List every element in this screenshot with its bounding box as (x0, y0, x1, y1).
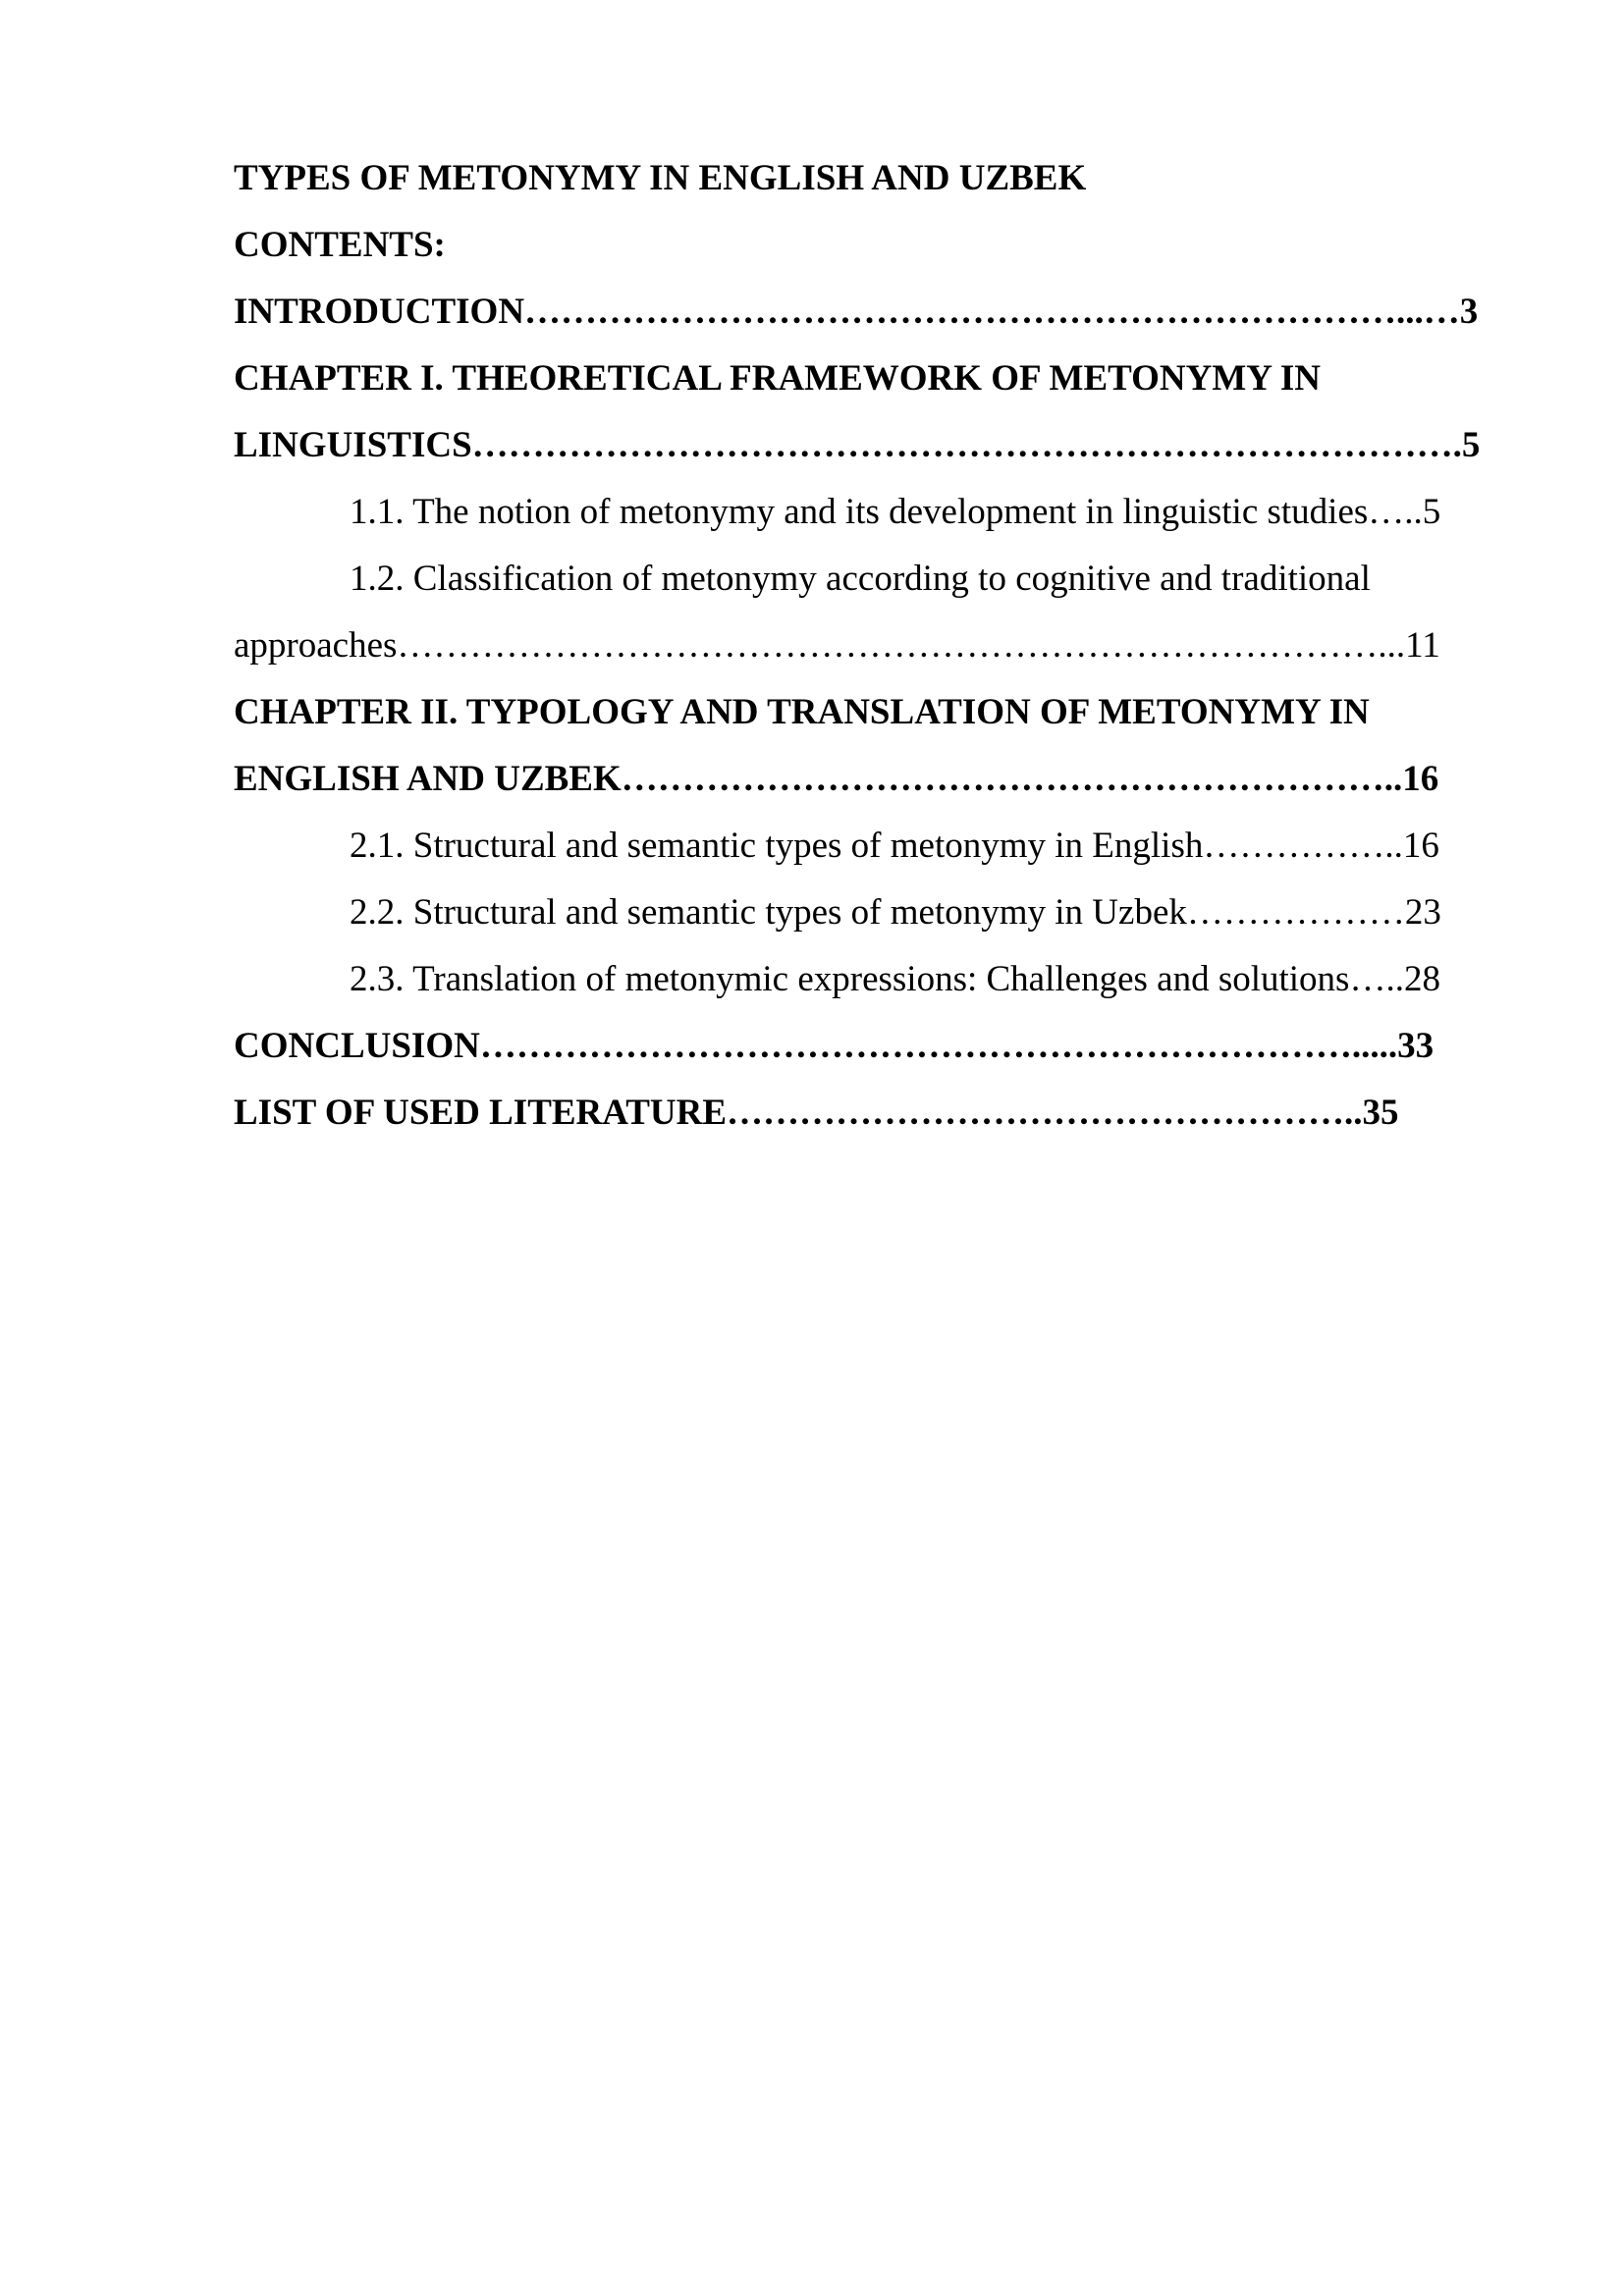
toc-entry-chapter-2-continued: ENGLISH AND UZBEK………………………………………………………..16 (234, 759, 1439, 799)
toc-entry-1-2-continued: approaches………………………………………………………………………...11 (234, 625, 1440, 666)
toc-entry-introduction: INTRODUCTION………………………………………………………………...…3 (234, 292, 1479, 332)
toc-entry-1-1: 1.1. The notion of metonymy and its development in linguistic studies…..5 (350, 492, 1441, 532)
toc-entry-conclusion: CONCLUSION……………………………………………………………….....33 (234, 1026, 1435, 1066)
toc-entry-2-1: 2.1. Structural and semantic types of metonymy in English……………..16 (350, 826, 1439, 866)
document-title: TYPES OF METONYMY IN ENGLISH AND UZBEK (234, 158, 1087, 198)
toc-entry-literature: LIST OF USED LITERATURE……………………………………………..35 (234, 1093, 1399, 1133)
toc-entry-2-2: 2.2. Structural and semantic types of metonymy in Uzbek………………23 (350, 892, 1441, 933)
toc-entry-chapter-1-title: CHAPTER I. THEORETICAL FRAMEWORK OF METONYMY IN (234, 358, 1322, 399)
toc-entry-chapter-2-title: CHAPTER II. TYPOLOGY AND TRANSLATION OF METONYMY IN (234, 692, 1370, 732)
toc-entry-1-2: 1.2. Classification of metonymy according to cognitive and traditional (350, 559, 1371, 599)
table-of-contents (234, 145, 1515, 1147)
toc-entry-2-3: 2.3. Translation of metonymic expressions: Challenges and solutions…..28 (350, 959, 1440, 999)
toc-entry-chapter-1-continued: LINGUISTICS……………………………………………………………………….5 (234, 425, 1481, 465)
contents-heading: CONTENTS: (234, 225, 446, 265)
